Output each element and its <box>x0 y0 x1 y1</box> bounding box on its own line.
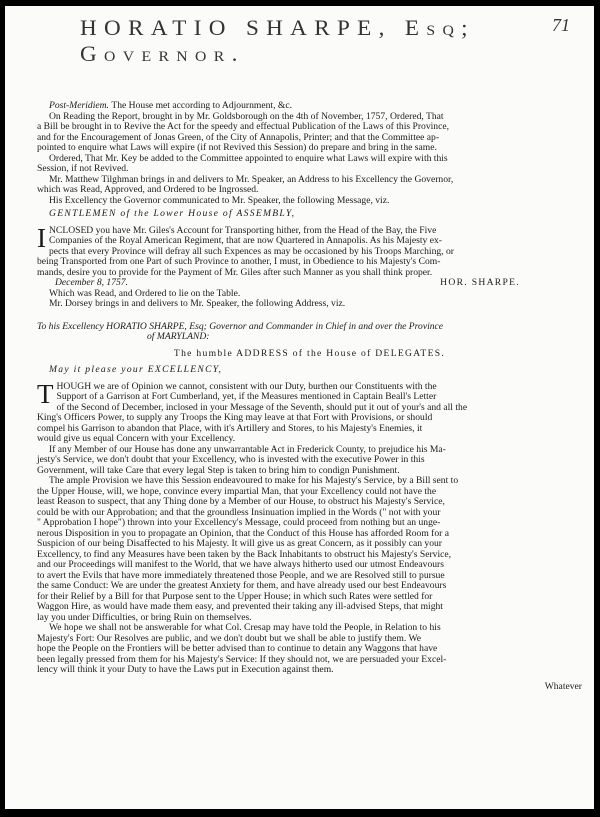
address-paragraph-4 <box>37 623 582 676</box>
address-to-line: To his Excellency HORATIO SHARPE, Esq; Governor and Commander in Chief in and over the Province <box>37 320 444 332</box>
address-paragraph-3 <box>37 476 582 623</box>
running-title: HORATIO SHARPE, Esq; Governor. <box>80 15 475 66</box>
text-line: for their Relief by a Bill for that Purpose sent to the Upper House; in which such Rates were settled for <box>37 590 433 602</box>
text-line: which was Read, Approved, and Ordered to be Ingrossed. <box>37 184 259 195</box>
text-line: Companies of the Royal American Regiment, that are now Quartered in Annapolis. As his Majesty ex- <box>49 235 442 246</box>
address-paragraph-1 <box>37 378 582 445</box>
text-line: to avert the Evils that have more immediately threatened those People, and we are Resolved still to pursue <box>37 569 445 581</box>
text-line: the same Conduct: We are under the greatest Anxiety for them, and have already used our best Endeavours <box>37 580 447 591</box>
text-line: Suspicion of our being Disaffected to his Majesty. It will give us as great Concern, as it possibly can your <box>37 538 442 549</box>
text-line: of the Second of December, inclosed in your Message of the Seventh, should put it out of your's and all the <box>56 401 468 413</box>
text-line: mands, desire you to provide for the Payment of Mr. Giles after such Manner as you shall think proper. <box>37 266 433 278</box>
text-line: jesty's Service, we don't doubt that your Excellency, who is invested with the executive Power in this <box>37 454 425 465</box>
address-title: The humble ADDRESS of the House of DELEGATES. <box>173 347 446 359</box>
text-line: Waggon Hire, as would have made them easy, and prevented their taking any ill-advised Steps, that might <box>37 601 443 612</box>
spacer <box>37 310 582 322</box>
running-header <box>80 15 580 66</box>
text-line: lay you under Difficulties, or bring Ruin on themselves. <box>37 611 252 623</box>
text-line: NCLOSED you have Mr. Giles's Account for Transporting hither, from the Head of the Bay, the Five <box>49 224 437 236</box>
drop-cap: T <box>37 378 54 409</box>
catchword: Whatever <box>544 680 582 692</box>
text-line: Government, will take Care that every legal Step is taken to bring him to condign Punishment. <box>37 464 400 476</box>
page-number: 71 <box>552 15 570 35</box>
text-line: Session, if not Revived. <box>37 163 129 174</box>
text-line: could be with our Approbation; and that the groundless Insinuation implied in the Words (" not with your <box>37 506 441 518</box>
text-line: least Reason to suspect, that any Thing done by a Member of our House, to obstruct his Majesty's Service, <box>37 496 445 507</box>
message-dateline <box>37 278 582 289</box>
text-line: and our Proceedings will manifest to the World, that we have always hitherto used our utmost Endeavours <box>37 559 444 570</box>
text-line: being Transported from one Part of such Province to another, I must, in Obedience to his Majesty's Com- <box>37 256 441 267</box>
text-line: nerous Disposition in you to propagate an Opinion, that the Conduct of this House has afforded Room for a <box>37 527 450 539</box>
drop-cap: I <box>37 222 46 253</box>
text-line: If any Member of our House has done any unwarrantable Act in Frederick County, to prejudice his Ma- <box>49 443 446 455</box>
dorsey-line: Mr. Dorsey brings in and delivers to Mr. Speaker, the following Address, viz. <box>49 298 346 309</box>
address-to-line: of MARYLAND: <box>147 331 210 342</box>
text-line: HOUGH we are of Opinion we cannot, consistent with our Duty, burthen our Constituents with the <box>56 380 437 392</box>
report-paragraph <box>37 112 582 154</box>
text-line: The ample Provision we have this Session endeavoured to make for his Majesty's Service, by a Bill sent to <box>49 475 459 486</box>
text-line: been legally pressed from them for his Majesty's Service: If they should not, we are persuaded your Excel- <box>37 653 447 665</box>
text-line: Excellency, to find any Measures have been taken by the Back Inhabitants to obstruct his Majesty's Service, <box>37 548 452 560</box>
address-salutation: May it please your EXCELLENCY, <box>49 364 223 375</box>
text-line: Mr. Matthew Tilghman brings in and delivers to Mr. Speaker, an Address to his Excellency the Governor, <box>49 173 454 185</box>
read-line: Which was Read, and Ordered to lie on the Table. <box>49 287 241 299</box>
document-body <box>37 101 582 692</box>
post-meridiem: Post-Meridiem. The House met according to Adjournment, &c. <box>49 100 292 111</box>
document-page <box>5 6 594 809</box>
text-line: hope the People on the Frontiers will be better advised than to continue to detain any Waggons that have <box>37 643 438 654</box>
address-heading <box>37 322 582 343</box>
text-line: pects that every Province will defray all such Expences as may be occasioned by his Troops Marching, or <box>49 245 454 257</box>
text-line: a Bill be brought in to Revive the Act for the speedy and effectual Publication of the Laws of this Province, <box>37 121 449 132</box>
text-line: Ordered, That Mr. Key be added to the Committee appointed to enquire what Laws will expire with this <box>49 152 448 164</box>
text-line: On Reading the Report, brought in by Mr. Goldsborough on the 4th of November, 1757, Ordered, That <box>49 110 444 122</box>
tilghman-paragraph <box>37 175 582 196</box>
key-order-paragraph <box>37 154 582 175</box>
message-salutation: GENTLEMEN of the Lower House of ASSEMBLY, <box>49 208 296 219</box>
text-line: We hope we shall not be answerable for what Col. Cresap may have told the People, in Relation to his <box>49 622 441 633</box>
text-line: King's Officers Power, to supply any Troops the King may leave at that Fort with Provisions, or should <box>37 412 433 423</box>
text-line: would give us equal Concern with your Excellency. <box>37 433 236 444</box>
communicated-line: His Excellency the Governor communicated to Mr. Speaker, the following Message, viz. <box>49 194 390 206</box>
text-line: the Upper House, will, we hope, convince every impartial Man, that your Excellency could not have the <box>37 485 437 497</box>
text-line: compel his Garrison to abandon that Place, with it's Artillery and Stores, to his Majesty's Enemies, it <box>37 422 423 434</box>
text-line: lency will think it your Duty to have the Laws put in Execution against them. <box>37 664 334 675</box>
address-paragraph-2 <box>37 445 582 477</box>
text-line: Majesty's Fort: Our Resolves are public, and we don't doubt but we shall be able to justify them. We <box>37 632 422 644</box>
text-line: pointed to enquire what Laws will expire (if not Revived this Session) do prepare and bring in the same. <box>37 142 437 153</box>
text-line: and for the Encouragement of Jonas Green, of the City of Annapolis, Printer; and that the Committee ap- <box>37 131 440 143</box>
text-line: " Approbation I hope") thrown into your Excellency's Message, could proceed from nothing but an unge- <box>37 517 441 528</box>
text-line: Support of a Garrison at Fort Cumberland, yet, if the Measures mentioned in Captain Beall's Letter <box>56 391 437 402</box>
message-signature: HOR. SHARPE. <box>440 277 520 288</box>
governor-message <box>37 222 582 289</box>
message-date: December 8, 1757. <box>55 277 128 288</box>
